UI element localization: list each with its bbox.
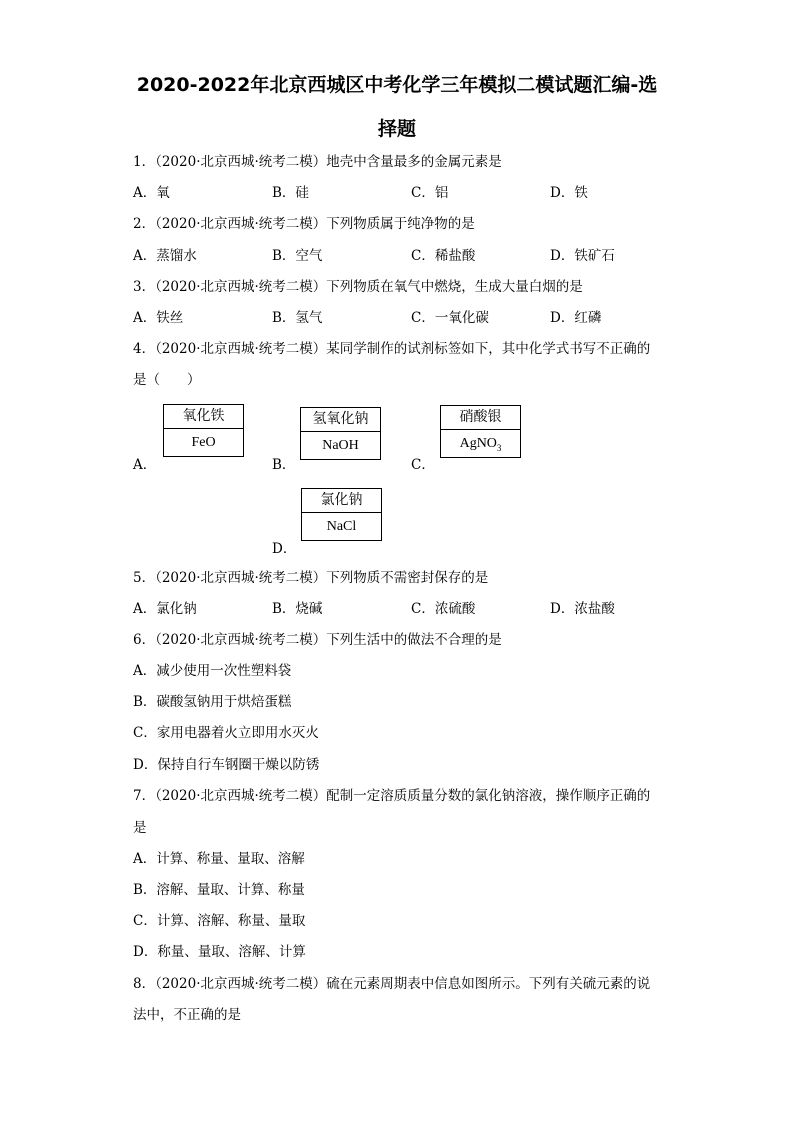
question-2-option-a: A．蒸馏水 xyxy=(133,248,197,264)
reagent-label-c-formula-main: AgNO xyxy=(459,436,497,451)
question-3-stem: 3．（2020·北京西城·统考二模）下列物质在氧气中燃烧，生成大量白烟的是 xyxy=(133,279,583,295)
question-4-option-d-letter: D． xyxy=(272,541,297,557)
question-4-stem-line-1: 4．（2020·北京西城·统考二模）某同学制作的试剂标签如下，其中化学式书写不正确的 xyxy=(133,341,651,357)
reagent-label-c-formula xyxy=(441,430,520,457)
page-title-line-2: 择题 xyxy=(377,118,416,140)
question-5-option-a: A．氯化钠 xyxy=(133,601,197,617)
question-7-stem-line-1: 7．（2020·北京西城·统考二模）配制一定溶质质量分数的氯化钠溶液，操作顺序正确的 xyxy=(133,788,651,804)
question-3-option-c: C．一氧化碳 xyxy=(411,310,489,326)
question-7-option-d: D．称量、量取、溶解、计算 xyxy=(133,944,306,960)
question-3-option-b: B．氢气 xyxy=(272,310,323,326)
reagent-label-a-name: 氧化铁 xyxy=(164,405,243,429)
question-5-option-b: B．烧碱 xyxy=(272,601,323,617)
question-4-stem-line-2: 是（ ） xyxy=(133,372,201,388)
question-4-option-a-letter: A． xyxy=(133,457,157,473)
question-5-option-c: C．浓硫酸 xyxy=(411,601,476,617)
question-5-options xyxy=(133,597,693,617)
reagent-label-d xyxy=(301,488,382,541)
reagent-label-b-formula: NaOH xyxy=(322,438,359,453)
question-2-option-c: C．稀盐酸 xyxy=(411,248,476,264)
question-7-option-a: A．计算、称量、量取、溶解 xyxy=(133,851,305,867)
question-2-options xyxy=(133,244,693,264)
question-5-option-d: D．浓盐酸 xyxy=(550,601,615,617)
question-7-option-b: B．溶解、量取、计算、称量 xyxy=(133,882,305,898)
reagent-label-b-name: 氢氧化钠 xyxy=(301,408,380,432)
question-4-option-c-letter: C． xyxy=(411,457,435,473)
question-3-options xyxy=(133,306,693,326)
question-8-stem-line-2: 法中，不正确的是 xyxy=(133,1007,241,1023)
reagent-label-a xyxy=(163,404,244,457)
question-1-options xyxy=(133,181,693,201)
reagent-label-a-formula: FeO xyxy=(191,435,216,450)
reagent-label-b xyxy=(300,407,381,460)
question-3-option-a: A．铁丝 xyxy=(133,310,184,326)
reagent-label-c xyxy=(440,405,521,458)
question-6-option-d: D．保持自行车钢圈干燥以防锈 xyxy=(133,757,320,773)
question-1-option-d: D．铁 xyxy=(550,185,588,201)
question-2-option-b: B．空气 xyxy=(272,248,323,264)
question-1-option-a: A．氧 xyxy=(133,185,170,201)
question-7-option-c: C．计算、溶解、称量、量取 xyxy=(133,913,306,929)
question-7-stem-line-2: 是 xyxy=(133,820,147,836)
question-1-option-c: C．铝 xyxy=(411,185,449,201)
question-2-stem: 2．（2020·北京西城·统考二模）下列物质属于纯净物的是 xyxy=(133,216,475,232)
question-8-stem-line-1: 8．（2020·北京西城·统考二模）硫在元素周期表中信息如图所示。下列有关硫元素的说 xyxy=(133,976,651,992)
question-6-option-c: C．家用电器着火立即用水灭火 xyxy=(133,725,319,741)
question-5-stem: 5．（2020·北京西城·统考二模）下列物质不需密封保存的是 xyxy=(133,570,489,586)
reagent-label-d-name: 氯化钠 xyxy=(302,489,381,513)
question-3-option-d: D．红磷 xyxy=(550,310,602,326)
reagent-label-c-name: 硝酸银 xyxy=(441,406,520,430)
question-1-stem: 1．（2020·北京西城·统考二模）地壳中含量最多的金属元素是 xyxy=(133,154,502,170)
reagent-label-c-formula-subscript: 3 xyxy=(496,442,502,453)
question-4-option-b-letter: B． xyxy=(272,457,296,473)
question-6-stem: 6．（2020·北京西城·统考二模）下列生活中的做法不合理的是 xyxy=(133,632,502,648)
question-6-option-a: A．减少使用一次性塑料袋 xyxy=(133,663,292,679)
question-2-option-d: D．铁矿石 xyxy=(550,248,615,264)
question-1-option-b: B．硅 xyxy=(272,185,309,201)
question-6-option-b: B．碳酸氢钠用于烘焙蛋糕 xyxy=(133,694,292,710)
reagent-label-d-formula: NaCl xyxy=(326,519,357,534)
page-title-line-1: 2020-2022年北京西城区中考化学三年模拟二模试题汇编-选 xyxy=(136,74,658,96)
